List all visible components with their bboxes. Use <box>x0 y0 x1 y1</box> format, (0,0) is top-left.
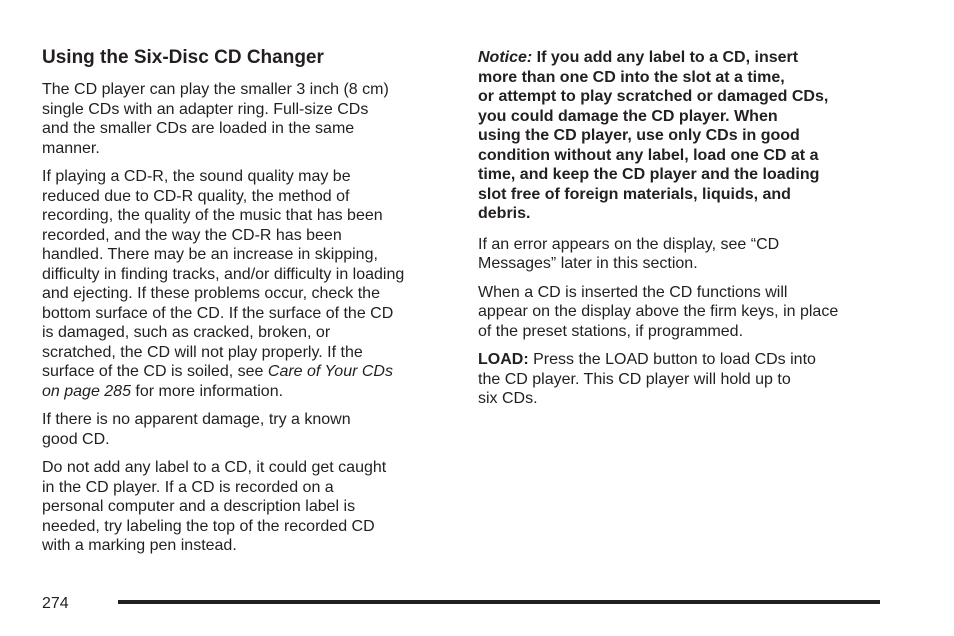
notice-text: If you add any label to a CD, insert more than one CD into the slot at a time, or attempt to play scratched or damaged CDs, you could damage the CD player. When using the CD player, use only CDs in good condition without any label, load one CD at a time, and keep the CD player and the loading slot free of foreign materials, liquids, and debris. <box>478 49 829 222</box>
paragraph-cd-sizes: The CD player can play the smaller 3 inch (8 cm) single CDs with an adapter ring. Full-size CDs and the smaller CDs are loaded in the same manner. <box>42 81 389 157</box>
notice-label: Notice: <box>478 49 533 66</box>
cross-reference-link[interactable]: Care of Your CDs on page 285 <box>42 363 393 400</box>
paragraph-error-display: If an error appears on the display, see “CD Messages” later in this section. <box>478 235 780 272</box>
notice-block <box>478 48 883 224</box>
section-heading: Using the Six-Disc CD Changer <box>42 47 324 68</box>
paragraph-cd-functions: When a CD is inserted the CD functions will appear on the display above the firm keys, in place of the preset stations, if programmed. <box>478 283 839 340</box>
paragraph-labels: Do not add any label to a CD, it could get caught in the CD player. If a CD is recorded on a personal computer and a description label is needed, try labeling the top of the recorded CD with a marking pen instead. <box>42 459 387 554</box>
paragraph-load <box>478 350 883 409</box>
paragraph-cd-r-tail: for more information. <box>130 382 284 400</box>
left-column <box>42 46 447 565</box>
load-text: Press the LOAD button to load CDs into the CD player. This CD player will hold up to six CDs. <box>478 351 816 407</box>
footer-rule <box>118 600 880 604</box>
right-column <box>478 46 883 418</box>
load-label: LOAD: <box>478 351 529 368</box>
paragraph-cd-r-text: If playing a CD-R, the sound quality may be reduced due to CD-R quality, the method of recording, the quality of the music that has been recorded, and the way the CD-R has been handled. There may be an increase in skipping, difficulty in finding tracks, and/or difficulty in loading and ejecting. If these problems occur, check the bottom surface of the CD. If the surface of the CD is damaged, such as cracked, broken, or scratched, the CD will not play properly. If the surface of the CD is soiled, see <box>42 168 405 380</box>
page-number: 274 <box>42 595 69 612</box>
paragraph-cd-r <box>42 167 447 401</box>
paragraph-no-damage: If there is no apparent damage, try a known good CD. <box>42 411 351 448</box>
